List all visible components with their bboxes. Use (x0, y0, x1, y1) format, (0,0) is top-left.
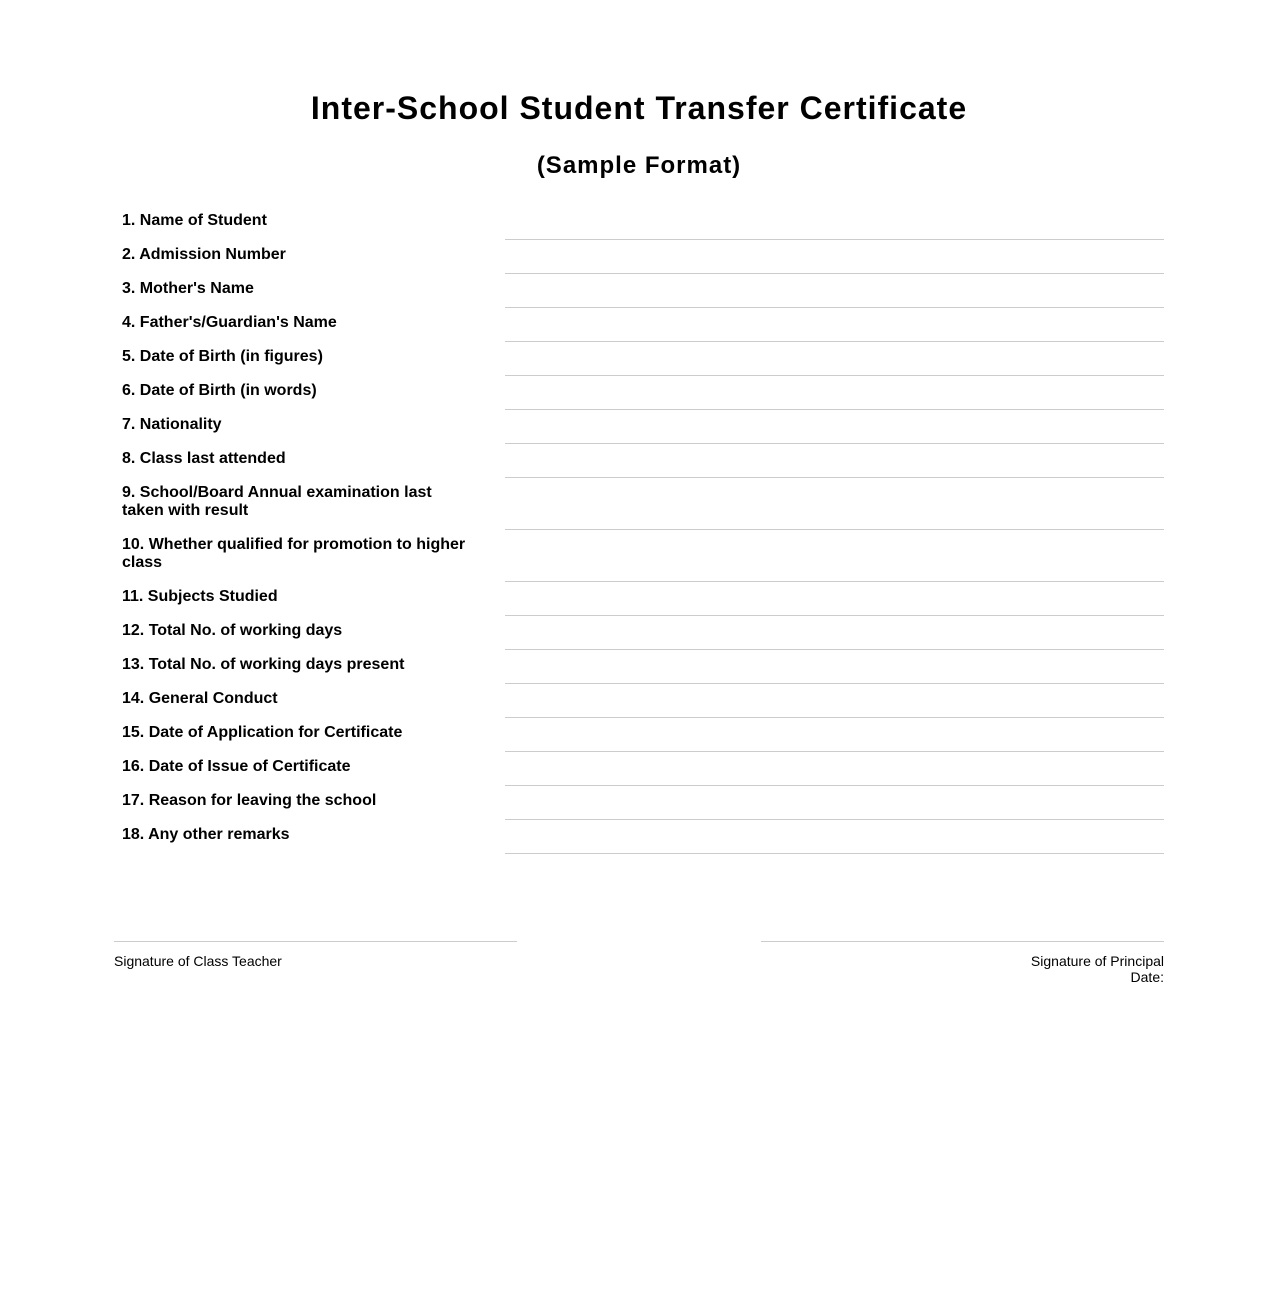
field-label: 8. Class last attended (122, 450, 286, 467)
field-input-working-days-present[interactable] (505, 650, 1164, 684)
field-input-general-conduct[interactable] (505, 684, 1164, 718)
field-label: 3. Mother's Name (122, 280, 254, 297)
field-input-admission-number[interactable] (505, 240, 1164, 274)
form-row-total-working-days (114, 616, 1164, 650)
form-row-nationality (114, 410, 1164, 444)
field-input-reason-for-leaving[interactable] (505, 786, 1164, 820)
field-input-class-last-attended[interactable] (505, 444, 1164, 478)
field-label: 15. Date of Application for Certificate (122, 724, 403, 741)
field-input-dob-figures[interactable] (505, 342, 1164, 376)
field-input-application-date[interactable] (505, 718, 1164, 752)
form-row-name-of-student (114, 206, 1164, 240)
form-row-mothers-name (114, 274, 1164, 308)
field-label: 6. Date of Birth (in words) (122, 382, 317, 399)
field-input-last-exam-result[interactable] (505, 478, 1164, 530)
form-row-admission-number (114, 240, 1164, 274)
field-input-dob-words[interactable] (505, 376, 1164, 410)
field-label: 2. Admission Number (122, 246, 286, 263)
form-row-reason-for-leaving (114, 786, 1164, 820)
field-input-subjects-studied[interactable] (505, 582, 1164, 616)
field-input-name-of-student[interactable] (505, 206, 1164, 240)
field-label: 11. Subjects Studied (122, 588, 278, 605)
form-row-fathers-guardians-name (114, 308, 1164, 342)
form-row-general-conduct (114, 684, 1164, 718)
class-teacher-signature-line[interactable] (114, 941, 517, 942)
field-label: 13. Total No. of working days present (122, 656, 405, 673)
form-row-class-last-attended (114, 444, 1164, 478)
field-label: 14. General Conduct (122, 690, 278, 707)
form-row-working-days-present (114, 650, 1164, 684)
field-label: 7. Nationality (122, 416, 222, 433)
form-row-dob-words (114, 376, 1164, 410)
field-input-issue-date[interactable] (505, 752, 1164, 786)
certificate-form (114, 206, 1164, 854)
document-title: Inter-School Student Transfer Certificate (310, 90, 968, 126)
field-label: 9. School/Board Annual examination last taken with result (122, 484, 432, 519)
field-label: 5. Date of Birth (in figures) (122, 348, 323, 365)
field-input-fathers-guardians-name[interactable] (505, 308, 1164, 342)
form-row-promotion-qualified (114, 530, 1164, 582)
form-row-last-exam-result (114, 478, 1164, 530)
field-input-other-remarks[interactable] (505, 820, 1164, 854)
form-row-dob-figures (114, 342, 1164, 376)
field-input-promotion-qualified[interactable] (505, 530, 1164, 582)
field-label: 4. Father's/Guardian's Name (122, 314, 337, 331)
field-input-total-working-days[interactable] (505, 616, 1164, 650)
field-input-nationality[interactable] (505, 410, 1164, 444)
principal-signature-label: Signature of Principal (1030, 953, 1164, 969)
form-row-application-date (114, 718, 1164, 752)
field-label: 12. Total No. of working days (122, 622, 343, 639)
field-label: 1. Name of Student (122, 212, 267, 229)
field-input-mothers-name[interactable] (505, 274, 1164, 308)
signature-section (114, 941, 1164, 1001)
field-label: 10. Whether qualified for promotion to higher class (122, 536, 466, 571)
field-label: 18. Any other remarks (122, 826, 290, 843)
date-label: Date: (1130, 969, 1164, 985)
form-row-other-remarks (114, 820, 1164, 854)
field-label: 17. Reason for leaving the school (122, 792, 377, 809)
principal-signature-block (1031, 953, 1164, 985)
field-label: 16. Date of Issue of Certificate (122, 758, 351, 775)
document-subtitle: (Sample Format) (536, 152, 742, 179)
principal-signature-line[interactable] (761, 941, 1164, 942)
form-row-subjects-studied (114, 582, 1164, 616)
class-teacher-signature-label: Signature of Class Teacher (114, 953, 282, 969)
form-row-issue-date (114, 752, 1164, 786)
